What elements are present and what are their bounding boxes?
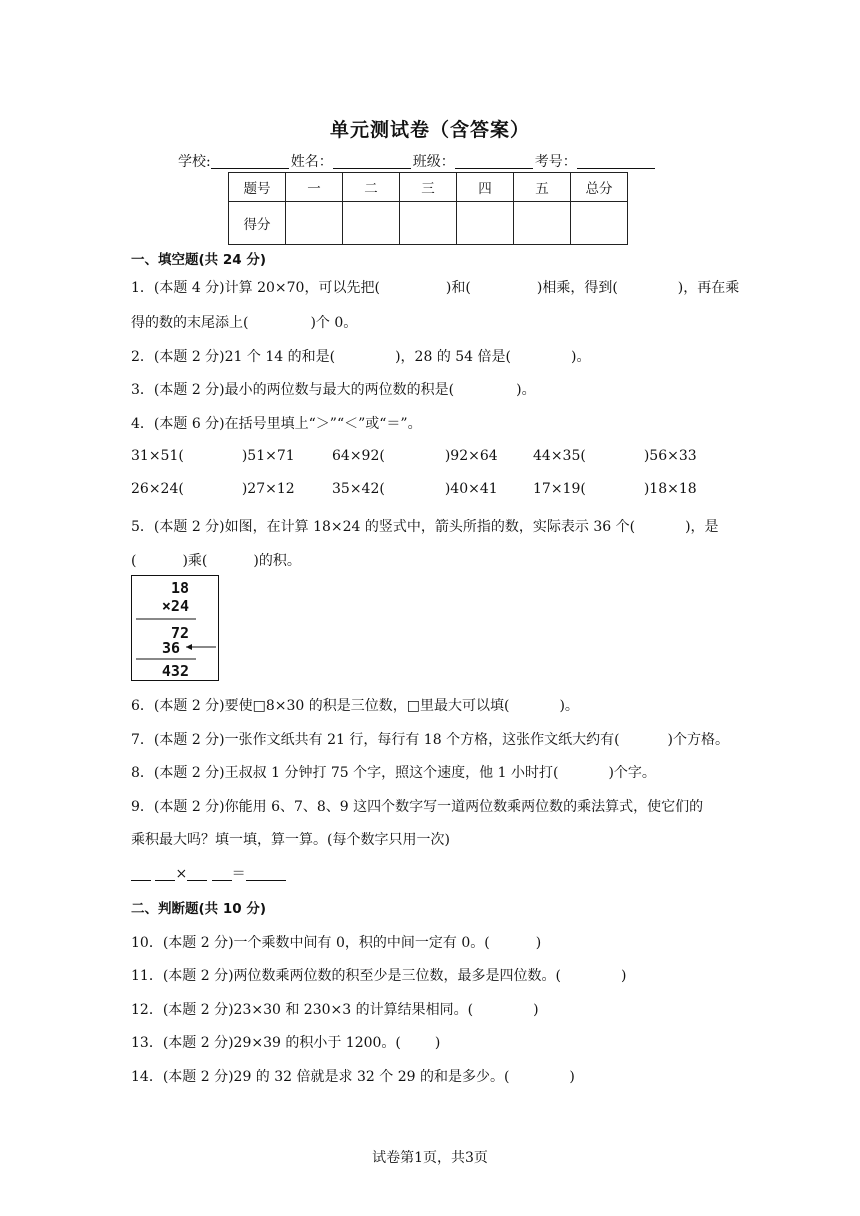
question-14 (131, 1066, 575, 1086)
question-4-stem: 4．(本题 6 分)在括号里填上“＞”“＜”或“＝”。 (131, 416, 422, 432)
q5-text-e: )的积。 (253, 553, 301, 569)
question-3 (131, 379, 536, 399)
score-header-cell: 三 (400, 173, 457, 202)
q1-text-f: )个 0。 (310, 315, 358, 331)
question-12 (131, 999, 539, 1019)
school-blank[interactable] (211, 154, 289, 169)
question-13 (131, 1032, 440, 1052)
q12-text-b: ) (533, 1002, 539, 1018)
score-header-cell: 四 (457, 173, 514, 202)
q9-digit-blank[interactable] (155, 866, 175, 881)
q3-text-b: )。 (516, 382, 536, 398)
name-label: 姓名： (290, 154, 333, 170)
q11-text-b: ) (621, 968, 627, 984)
class-label: 班级： (412, 154, 455, 170)
vertical-multiplication-figure (131, 575, 219, 681)
student-info-line (178, 151, 657, 171)
question-8 (131, 762, 656, 782)
q4-compare-item: 26×24( )27×12 (131, 481, 295, 497)
q14-text-b: ) (569, 1069, 575, 1085)
q5-text-b: )，是 (685, 519, 719, 535)
fig-product: 432 (161, 662, 189, 680)
q2-text-a: 2．(本题 2 分)21 个 14 的和是( (131, 349, 336, 365)
q5-text-d: )乘( (182, 553, 208, 569)
q1-text-d: )，再在乘 (677, 280, 740, 296)
q5-text-c: ( (131, 553, 137, 569)
question-9-line-2: 乘积最大吗？填一填，算一算。(每个数字只用一次) (131, 832, 450, 848)
q1-text-b: )和( (445, 280, 471, 296)
score-header-cell: 二 (343, 173, 400, 202)
score-header-cell: 五 (514, 173, 571, 202)
q7-text-b: )个方格。 (667, 732, 729, 748)
q2-text-b: )，28 的 54 倍是( (395, 349, 511, 365)
fig-partial-product-1: 72 (170, 624, 189, 642)
question-5-line-1 (131, 516, 719, 536)
section-1-title: 一、填空题(共 24 分) (131, 252, 267, 268)
question-2 (131, 346, 590, 366)
score-table (228, 172, 628, 245)
question-11 (131, 965, 626, 985)
score-cell[interactable] (571, 202, 628, 245)
score-cell[interactable] (286, 202, 343, 245)
q6-text-a: 6．(本题 2 分)要使□8×30 的积是三位数，□里最大可以填( (131, 698, 510, 714)
fig-multiplicand: 18 (170, 579, 189, 597)
q1-text-c: )相乘，得到( (536, 280, 618, 296)
q4-compare-item: 17×19( )18×18 (533, 481, 697, 497)
q1-text-a: 1．(本题 4 分)计算 20×70，可以先把( (131, 280, 380, 296)
score-cell[interactable] (514, 202, 571, 245)
question-10 (131, 932, 541, 952)
q8-text-b: )个字。 (608, 765, 656, 781)
score-row-label: 得分 (229, 202, 286, 245)
q9-result-blank[interactable] (246, 866, 286, 881)
fig-partial-product-2: 36 (161, 639, 180, 657)
q4-compare-item: 31×51( )51×71 (131, 448, 295, 464)
q13-text-b: ) (434, 1035, 441, 1051)
class-blank[interactable] (455, 154, 533, 169)
exam-no-label: 考号： (534, 154, 577, 170)
q3-text-a: 3．(本题 2 分)最小的两位数与最大的两位数的积是( (131, 382, 455, 398)
q13-text-a: 13．(本题 2 分)29×39 的积小于 1200。( (131, 1035, 401, 1051)
q2-text-c: )。 (571, 349, 591, 365)
q4-compare-item: 44×35( )56×33 (533, 448, 697, 464)
question-7 (131, 729, 729, 749)
page-title: 单元测试卷（含答案） (329, 119, 530, 141)
q9-digit-blank[interactable] (212, 866, 232, 881)
exam-no-blank[interactable] (577, 154, 655, 169)
vertical-multiplication-svg (132, 576, 220, 682)
q4-compare-item: 35×42( )40×41 (332, 481, 498, 497)
score-cell[interactable] (343, 202, 400, 245)
q8-text-a: 8．(本题 2 分)王叔叔 1 分钟打 75 个字，照这个速度，他 1 小时打( (131, 765, 559, 781)
score-table-header-row (229, 173, 628, 202)
question-9-answer-line (131, 863, 286, 883)
score-cell[interactable] (400, 202, 457, 245)
section-2-title: 二、判断题(共 10 分) (131, 901, 267, 917)
score-table-score-row (229, 202, 628, 245)
q6-text-b: )。 (559, 698, 579, 714)
fig-multiplier: ×24 (161, 597, 189, 615)
score-header-cell: 一 (286, 173, 343, 202)
q10-text-a: 10．(本题 2 分)一个乘数中间有 0，积的中间一定有 0。( (131, 935, 490, 951)
q14-text-a: 14．(本题 2 分)29 的 32 倍就是求 32 个 29 的和是多少。( (131, 1069, 510, 1085)
arrow-head-icon (186, 644, 192, 650)
name-blank[interactable] (333, 154, 411, 169)
q9-digit-blank[interactable] (131, 866, 151, 881)
score-cell[interactable] (457, 202, 514, 245)
score-header-cell: 总分 (571, 173, 628, 202)
q9-times: × (175, 866, 188, 882)
q11-text-a: 11．(本题 2 分)两位数乘两位数的积至少是三位数，最多是四位数。( (131, 968, 562, 984)
page-footer: 试卷第1页，共3页 (372, 1150, 488, 1166)
q5-text-a: 5．(本题 2 分)如图，在计算 18×24 的竖式中，箭头所指的数，实际表示 36 个( (131, 519, 636, 535)
question-1-line-2 (131, 312, 357, 332)
question-1-line-1 (131, 277, 739, 297)
q7-text-a: 7．(本题 2 分)一张作文纸共有 21 行，每行有 18 个方格，这张作文纸大约有( (131, 732, 620, 748)
q12-text-a: 12．(本题 2 分)23×30 和 230×3 的计算结果相同。( (131, 1002, 474, 1018)
q4-compare-item: 64×92( )92×64 (332, 448, 498, 464)
q10-text-b: ) (535, 935, 542, 951)
score-header-cell: 题号 (229, 173, 286, 202)
q1-text-e: 得的数的末尾添上( (131, 315, 249, 331)
q9-digit-blank[interactable] (187, 866, 207, 881)
question-9-line-1: 9．(本题 2 分)你能用 6、7、8、9 这四个数字写一道两位数乘两位数的乘法算式，使它们的 (131, 799, 704, 815)
question-5-line-2 (131, 550, 301, 570)
question-6 (131, 695, 579, 715)
q9-equals: ＝ (231, 866, 246, 882)
school-label: 学校: (178, 154, 211, 170)
